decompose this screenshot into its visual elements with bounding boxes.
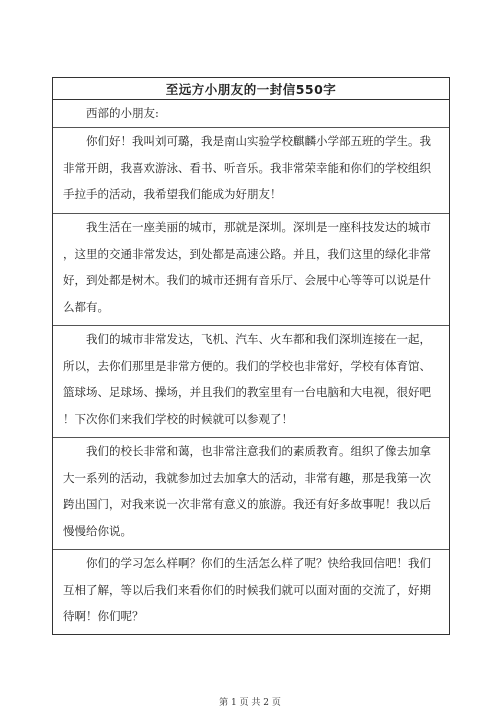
paragraph-line: 待啊！你们呢？ xyxy=(63,609,144,623)
paragraph-line: ，这里的交通非常发达，到处都是高速公路。并且，我们这里的绿化非常 xyxy=(63,246,431,261)
paragraph-4 xyxy=(53,438,449,550)
paragraph-3 xyxy=(53,326,449,438)
paragraph-line: 所以，去你们那里是非常方便的。我们的学校也非常好，学校有体育馆、 xyxy=(63,358,431,373)
paragraph-line: 大一系列的活动，我就参加过去加拿大的活动，非常有趣，那是我第一次 xyxy=(63,470,431,485)
paragraph-5 xyxy=(53,550,449,635)
paragraph-line: 我生活在一座美丽的城市，那就是深圳。深圳是一座科技发达的城市 xyxy=(86,220,431,234)
paragraph-line: 慢慢给你说。 xyxy=(63,523,132,538)
document-title: 至远方小朋友的一封信550字 xyxy=(53,78,449,100)
paragraph-line: 么都有。 xyxy=(63,299,109,314)
paragraph-line: 你们好！我叫刘可璐，我是南山实验学校麒麟小学部五班的学生。我 xyxy=(86,134,431,148)
paragraph-line: 手拉手的活动，我希望我们能成为好朋友！ xyxy=(63,187,282,201)
paragraph-2 xyxy=(53,214,449,326)
greeting-row xyxy=(53,100,449,128)
paragraph-line: 非常开朗，我喜欢游泳、看书、听音乐。我非常荣幸能和你们的学校组织 xyxy=(63,160,431,175)
paragraph-line: 你们的学习怎么样啊？你们的生活怎么样了呢？快给我回信吧！我们 xyxy=(86,556,431,570)
greeting-text: 西部的小朋友: xyxy=(86,106,159,120)
letter-table xyxy=(52,77,450,635)
paragraph-line: 我们的城市非常发达，飞机、汽车、火车都和我们深圳连接在一起， xyxy=(86,332,431,346)
paragraph-line: 好，到处都是树木。我们的城市还拥有音乐厅、会展中心等等可以说是什 xyxy=(63,273,431,287)
page-indicator: 第 1 页 共 2 页 xyxy=(219,698,281,708)
paragraph-line: 跨出国门，对我来说一次非常有意义的旅游。我还有好多故事呢！我以后 xyxy=(63,497,431,511)
paragraph-line: ！下次你们来我们学校的时候就可以参观了！ xyxy=(63,411,293,426)
paragraph-line: 我们的校长非常和蔼，也非常注意我们的素质教育。组织了像去加拿 xyxy=(86,444,431,458)
paragraph-line: 互相了解，等以后我们来看你们的时候我们就可以面对面的交流了，好期 xyxy=(63,582,431,597)
paragraph-1 xyxy=(53,128,449,214)
paragraph-line: 篮球场、足球场、操场，并且我们的教室里有一台电脑和大电视，很好吧 xyxy=(63,385,431,399)
